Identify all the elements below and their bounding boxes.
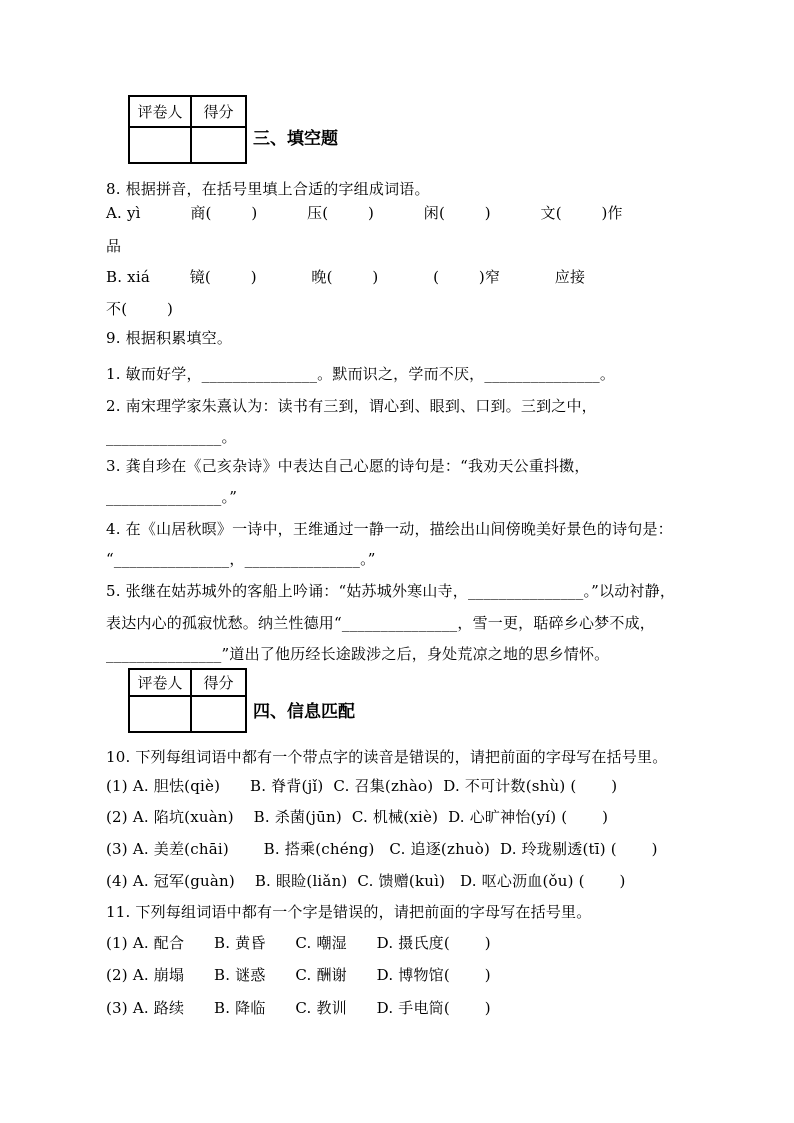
grading-table-section3 (128, 95, 247, 164)
grader-empty-cell (130, 128, 192, 162)
q9-item-5c: _______________”道出了他历经长途跋涉之后，身处荒凉之地的思乡情怀。 (106, 645, 610, 663)
q10-item-3: (3) A. 美差(chāi) B. 搭乘(chéng) C. 追逐(zhuò) D. 玲珑剔透(tī) ( ) (106, 840, 658, 858)
q11-item-1: (1) A. 配合 B. 黄昏 C. 嘲湿 D. 摄氏度( ) (106, 934, 491, 952)
section-3-heading: 三、填空题 (253, 129, 338, 149)
q9-item-3b: _______________。” (106, 488, 238, 506)
q8-line-b2: 不( ) (106, 300, 174, 318)
q9-item-5b: 表达内心的孤寂忧愁。纳兰性德用“_______________，雪一更，聒碎乡心梦不成， (106, 614, 655, 632)
grader-empty-cell (130, 697, 192, 731)
q8-line-b: B. xiá 镜( ) 晚( ) ( )窄 应接 (106, 268, 586, 286)
score-empty-cell (192, 697, 245, 731)
q11-item-2: (2) A. 崩塌 B. 谜惑 C. 酬谢 D. 博物馆( ) (106, 966, 491, 984)
q9-item-2b: _______________。 (106, 428, 237, 446)
section-4-heading: 四、信息匹配 (253, 702, 355, 722)
score-label: 得分 (192, 97, 245, 128)
q9-item-1: 1. 敏而好学，_______________。默而识之，学而不厌，_______________。 (106, 365, 616, 383)
q9-item-2: 2. 南宋理学家朱熹认为：读书有三到，谓心到、眼到、口到。三到之中， (106, 397, 597, 415)
q10-stem: 10. 下列每组词语中都有一个带点字的读音是错误的，请把前面的字母写在括号里。 (106, 748, 668, 766)
q9-item-3: 3. 龚自珍在《己亥杂诗》中表达自己心愿的诗句是：“我劝天公重抖擞， (106, 457, 590, 475)
q10-item-1: (1) A. 胆怯(qiè) B. 脊背(jǐ) C. 召集(zhào) D. 不可计数(shù) ( ) (106, 777, 618, 795)
q9-stem: 9. 根据积累填空。 (106, 329, 233, 347)
q11-item-3: (3) A. 路续 B. 降临 C. 教训 D. 手电筒( ) (106, 999, 491, 1017)
score-empty-cell (192, 128, 245, 162)
grader-label: 评卷人 (130, 97, 192, 128)
score-label: 得分 (192, 670, 245, 697)
grading-table-section4 (128, 668, 247, 733)
q8-stem: 8. 根据拼音，在括号里填上合适的字组成词语。 (106, 180, 430, 198)
q8-line-a2: 品 (106, 237, 122, 255)
q8-line-a: A. yì 商( ) 压( ) 闲( ) 文( )作 (106, 204, 623, 222)
q9-item-5: 5. 张继在姑苏城外的客船上吟诵：“姑苏城外寒山寺，_______________。”以动衬静， (106, 582, 676, 600)
q10-item-2: (2) A. 陷坑(xuàn) B. 杀菌(jūn) C. 机械(xiè) D. 心旷神怡(yí) ( ) (106, 808, 609, 826)
q9-item-4b: “_______________，_______________。” (106, 550, 376, 568)
q11-stem: 11. 下列每组词语中都有一个字是错误的，请把前面的字母写在括号里。 (106, 903, 592, 921)
q10-item-4: (4) A. 冠军(guàn) B. 眼睑(liǎn) C. 馈赠(kuì) D. 呕心沥血(ǒu) ( ) (106, 872, 626, 890)
grader-label: 评卷人 (130, 670, 192, 697)
q9-item-4: 4. 在《山居秋暝》一诗中，王维通过一静一动，描绘出山间傍晚美好景色的诗句是： (106, 520, 673, 538)
